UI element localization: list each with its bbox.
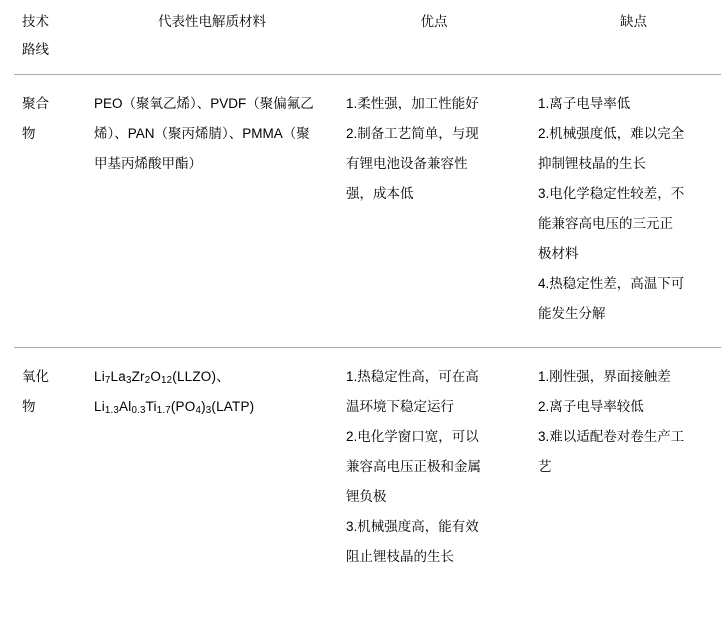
column-header-disadvantages: 缺点 xyxy=(530,0,721,75)
cell-disadvantages: 1.离子电导率低 2.机械强度低，难以完全 抑制锂枝晶的生长 3.电化学稳定性较差，不 能兼容高电压的三元正 极材料 4.热稳定性差，高温下可 能发生分解 xyxy=(530,75,721,348)
column-header-materials: 代表性电解质材料 xyxy=(86,0,338,75)
cell-technology-route: 聚合 物 xyxy=(14,75,86,348)
table-header xyxy=(14,0,721,75)
cell-technology-route: 氧化 物 xyxy=(22,369,49,414)
column-header-advantages: 优点 xyxy=(338,0,530,75)
cell-materials: PEO（聚氧乙烯）、PVDF（聚偏氟乙 烯）、PAN（聚丙烯腈）、PMMA（聚 甲基丙烯酸甲酯） xyxy=(86,75,338,348)
table-row xyxy=(14,348,721,591)
cell-advantages: 1.热稳定性高，可在高 温环境下稳定运行 2.电化学窗口宽，可以 兼容高电压正极和金属 锂负极 3.机械强度高，能有效 阻止锂枝晶的生长 xyxy=(346,369,481,564)
column-header-technology-route: 技术 路线 xyxy=(14,0,86,75)
table-body xyxy=(14,75,721,591)
table-row xyxy=(14,75,721,348)
formula-latp: $Li_{1.3}Al_{0.3}Ti_{1.7}(PO_4)_3(LATP)$ xyxy=(94,399,255,417)
cell-advantages: 1.柔性强，加工性能好 2.制备工艺简单，与现 有锂电池设备兼容性 强，成本低 xyxy=(338,75,530,348)
formula-llzo: $Li_7La_3Zr_2O_{12}(LLZO)$、 xyxy=(94,369,230,387)
cell-materials xyxy=(86,348,338,591)
electrolyte-comparison-table xyxy=(14,0,721,590)
cell-disadvantages: 1.刚性强，界面接触差 2.离子电导率较低 3.难以适配卷对卷生产工 艺 xyxy=(538,369,685,474)
header-row xyxy=(14,0,721,75)
